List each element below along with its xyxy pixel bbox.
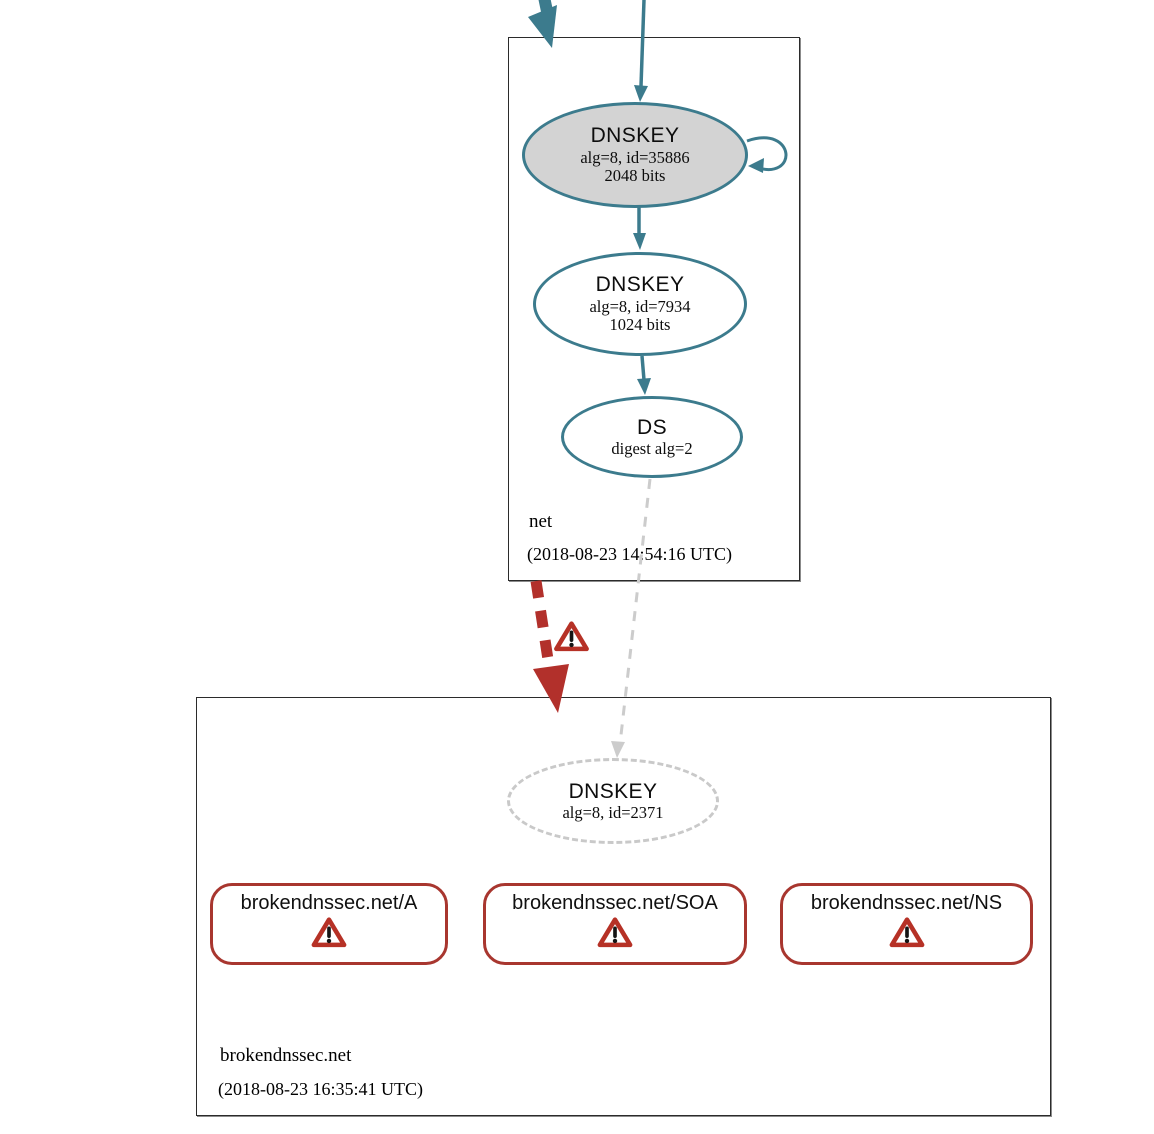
node-params: alg=8, id=7934 (589, 296, 691, 316)
rrset-label: brokendnssec.net/NS (810, 892, 1003, 914)
edge-parent-to-ksk-secure (634, 0, 648, 102)
zone-name: net (529, 511, 553, 532)
node-dnskey-insecure[interactable] (507, 758, 719, 844)
edge-zsk-to-ds-secure (637, 356, 651, 395)
warning-icon (556, 624, 586, 649)
edge-parent-bold-secure (528, 0, 557, 48)
node-title: DNSKEY (595, 273, 685, 297)
warning-icon (596, 916, 634, 949)
warning-icon (310, 916, 348, 949)
node-key-size: 1024 bits (609, 315, 671, 335)
node-title: DNSKEY (568, 779, 658, 803)
rrset-a-record[interactable] (210, 883, 448, 965)
node-params: alg=8, id=35886 (580, 147, 690, 167)
zone-timestamp: (2018-08-23 14:54:16 UTC) (527, 544, 732, 564)
rrset-label: brokendnssec.net/A (240, 892, 418, 914)
node-dnskey-ksk[interactable] (522, 102, 748, 208)
node-title: DNSKEY (590, 124, 680, 148)
rrset-label: brokendnssec.net/SOA (512, 892, 718, 914)
edge-ksk-self-loop (747, 138, 786, 173)
zone-name: brokendnssec.net (220, 1045, 352, 1066)
node-title: DS (637, 415, 667, 439)
edge-ksk-to-zsk-secure (633, 207, 646, 250)
node-key-size: 2048 bits (604, 166, 666, 186)
node-params: alg=8, id=2371 (562, 802, 664, 822)
warning-icon (888, 916, 926, 949)
edge-ds-to-dnskey-insecure (611, 479, 650, 758)
node-ds[interactable] (561, 396, 743, 478)
node-dnskey-zsk[interactable] (533, 252, 747, 356)
zone-timestamp: (2018-08-23 16:35:41 UTC) (218, 1079, 423, 1099)
rrset-soa-record[interactable] (483, 883, 747, 965)
node-params: digest alg=2 (611, 438, 693, 458)
rrset-ns-record[interactable] (780, 883, 1033, 965)
